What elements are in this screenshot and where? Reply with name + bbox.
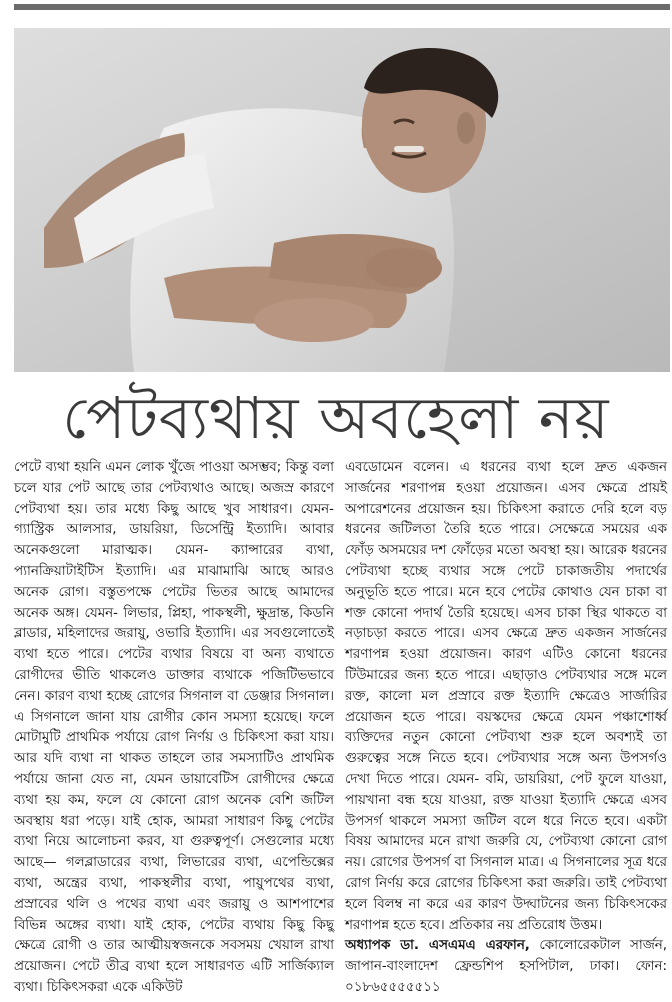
top-rule	[14, 4, 670, 10]
author-credit	[345, 936, 667, 998]
article-column-left	[14, 458, 334, 999]
author-name: অধ্যাপক ডা. এসএমএ এরফান,	[345, 938, 530, 954]
man-holding-stomach-illustration	[14, 28, 670, 372]
article-body-left: পেটে ব্যথা হয়নি এমন লোক খুঁজে পাওয়া অসম্ভব; কিন্তু বলা চলে যার পেট আছে তার পেটব্যথাও আছে। অজস্র কারণে পেটব্যথা হয়। তার মধ্যে কিছু আছে খুব সাধারণ। যেমন- গ্যাস্ট্রিক আলসার, ডায়রিয়া, ডিসেন্ট্রি ইত্যাদি। আবার অনেকগুলো মারাত্মক। যেমন- ক্যান্সারের ব্যথা, প্যানক্রিয়াটাইটিস ইত্যাদি। এর মাঝামাঝি আছে আরও অনেক রোগ। বস্তুতপক্ষে পেটের ভিতর আছে আমাদের অনেক অঙ্গ। যেমন- লিভার, প্লিহা, পাকস্থলী, ক্ষুদ্রান্ত, কিডনি ব্লাডার, মহিলাদের জরায়ু, ওভারি ইত্যাদি। এর সবগুলোতেই ব্যথা হতে পারে। পেটের ব্যথার বিষয়ে বা অন্য ব্যথাতে রোগীদের ভীতি থাকলেও ডাক্তার ব্যথাকে পজিটিভভাবে নেন। কারণ ব্যথা হচ্ছে রোগের সিগনাল বা ডেঞ্জার সিগনাল। এ সিগনালে জানা যায় রোগীর কোন সমস্যা হয়েছে। ফলে মোটামুটি প্রাথমিক পর্যায়ে রোগ নির্ণয় ও চিকিৎসা করা যায়। আর যদি ব্যথা না থাকত তাহলে তার সমস্যাটিও প্রাথমিক পর্যায়ে জানা যেত না, যেমন ডায়াবেটিস রোগীদের ক্ষেত্রে ব্যথা হয় কম, ফলে যে কোনো রোগ অনেক বেশি জটিল অবস্থায় ধরা পড়ে। যাই হোক, আমরা সাধারণ কিছু পেটের ব্যথা নিয়ে আলোচনা করব, যা গুরুত্বপূর্ণ। সেগুলোর মধ্যে আছে— গলব্লাডারের ব্যথা, লিভারের ব্যথা, এপেন্ডিক্সের ব্যথা, অন্ত্রের ব্যথা, পাকস্থলীর ব্যথা, পায়ুপথের ব্যথা, প্রস্রাবের থলি ও পথের ব্যথা এবং জরায়ু ও আশপাশের বিভিন্ন অঙ্গের ব্যথা। যাই হোক, পেটের ব্যথায় কিছু কিছু ক্ষেত্রে রোগী ও তার আত্মীয়স্বজনকে সবসময় খেয়াল রাখা প্রয়োজন। পেটে তীব্র ব্যথা হলে সাধারণত এটি সার্জিক্যাল ব্যথা। চিকিৎসকরা একে একিউট	[14, 460, 334, 995]
article-column-right	[345, 458, 667, 999]
headline: পেটব্যথায় অবহেলা নয়	[62, 384, 610, 452]
author-details: কোলোরেকটাল সার্জন, জাপান-বাংলাদেশ ফ্রেন্ডশিপ হসপিটাল, ঢাকা। ফোন: ০১৮৬৫৫৫৫৫১১	[345, 938, 667, 995]
article-photo	[14, 28, 670, 372]
article-body-right: এবডোমেন বলেন। এ ধরনের ব্যথা হলে দ্রুত একজন সার্জনের শরণাপন্ন হওয়া প্রয়োজন। এসব ক্ষেত্রে প্রায়ই অপারেশনের প্রয়োজন হয়। চিকিৎসা করাতে দেরি হলে বড় ধরনের জটিলতা তৈরি হতে পারে। সেক্ষেত্রে সময়ের এক ফোঁড় অসময়ের দশ ফোঁড়ের মতো অবস্থা হয়। আরেক ধরনের পেটব্যথা হচ্ছে ব্যথার সঙ্গে পেটে চাকাজতীয় পদার্থের অনুভূতি হতে পারে। মনে হবে পেটের কোথাও যেন চাকা বা শক্ত কোনো পদার্থ তৈরি হয়েছে। এসব চাকা স্থির থাকতে বা নড়াচড়া করতে পারে। এসব ক্ষেত্রে দ্রুত একজন সার্জনের শরণাপন্ন হওয়া প্রয়োজন। কারণ এটিও কোনো ধরনের টিউমারের জন্য হতে পারে। এছাড়াও পেটব্যথার সঙ্গে মলে রক্ত, কালো মল প্রস্রাবে রক্ত ইত্যাদি ক্ষেত্রেও সার্জারির প্রয়োজন হতে পারে। বয়স্কদের ক্ষেত্রে যেমন পঞ্চাশোর্ধ্ব ব্যক্তিদের নতুন কোনো পেটব্যথা শুরু হলে অবশ্যই তা গুরুত্বের সঙ্গে নিতে হবে। পেটব্যথার সঙ্গে অন্য উপসর্গও দেখা দিতে পারে। যেমন- বমি, ডায়রিয়া, পেট ফুলে যাওয়া, পায়খানা বন্ধ হয়ে যাওয়া, রক্ত যাওয়া ইত্যাদি ক্ষেত্রে এসব উপসর্গ থাকলে সমস্যা জটিল বলে ধরে নিতে হবে। একটা বিষয় আমাদের মনে রাখা জরুরি যে, পেটব্যথা কোনো রোগ নয়। রোগের উপসর্গ বা সিগনাল মাত্র। এ সিগনালের সূত্র ধরে রোগ নির্ণয় করে রোগের চিকিৎসা করা জরুরি। তাই পেটব্যথা হলে বিলম্ব না করে এর কারণ উদ্ঘাটনের জন্য চিকিৎসকের শরণাপন্ন হতে হবে। প্রতিকার নয় প্রতিরোধ উত্তম।	[345, 460, 667, 933]
